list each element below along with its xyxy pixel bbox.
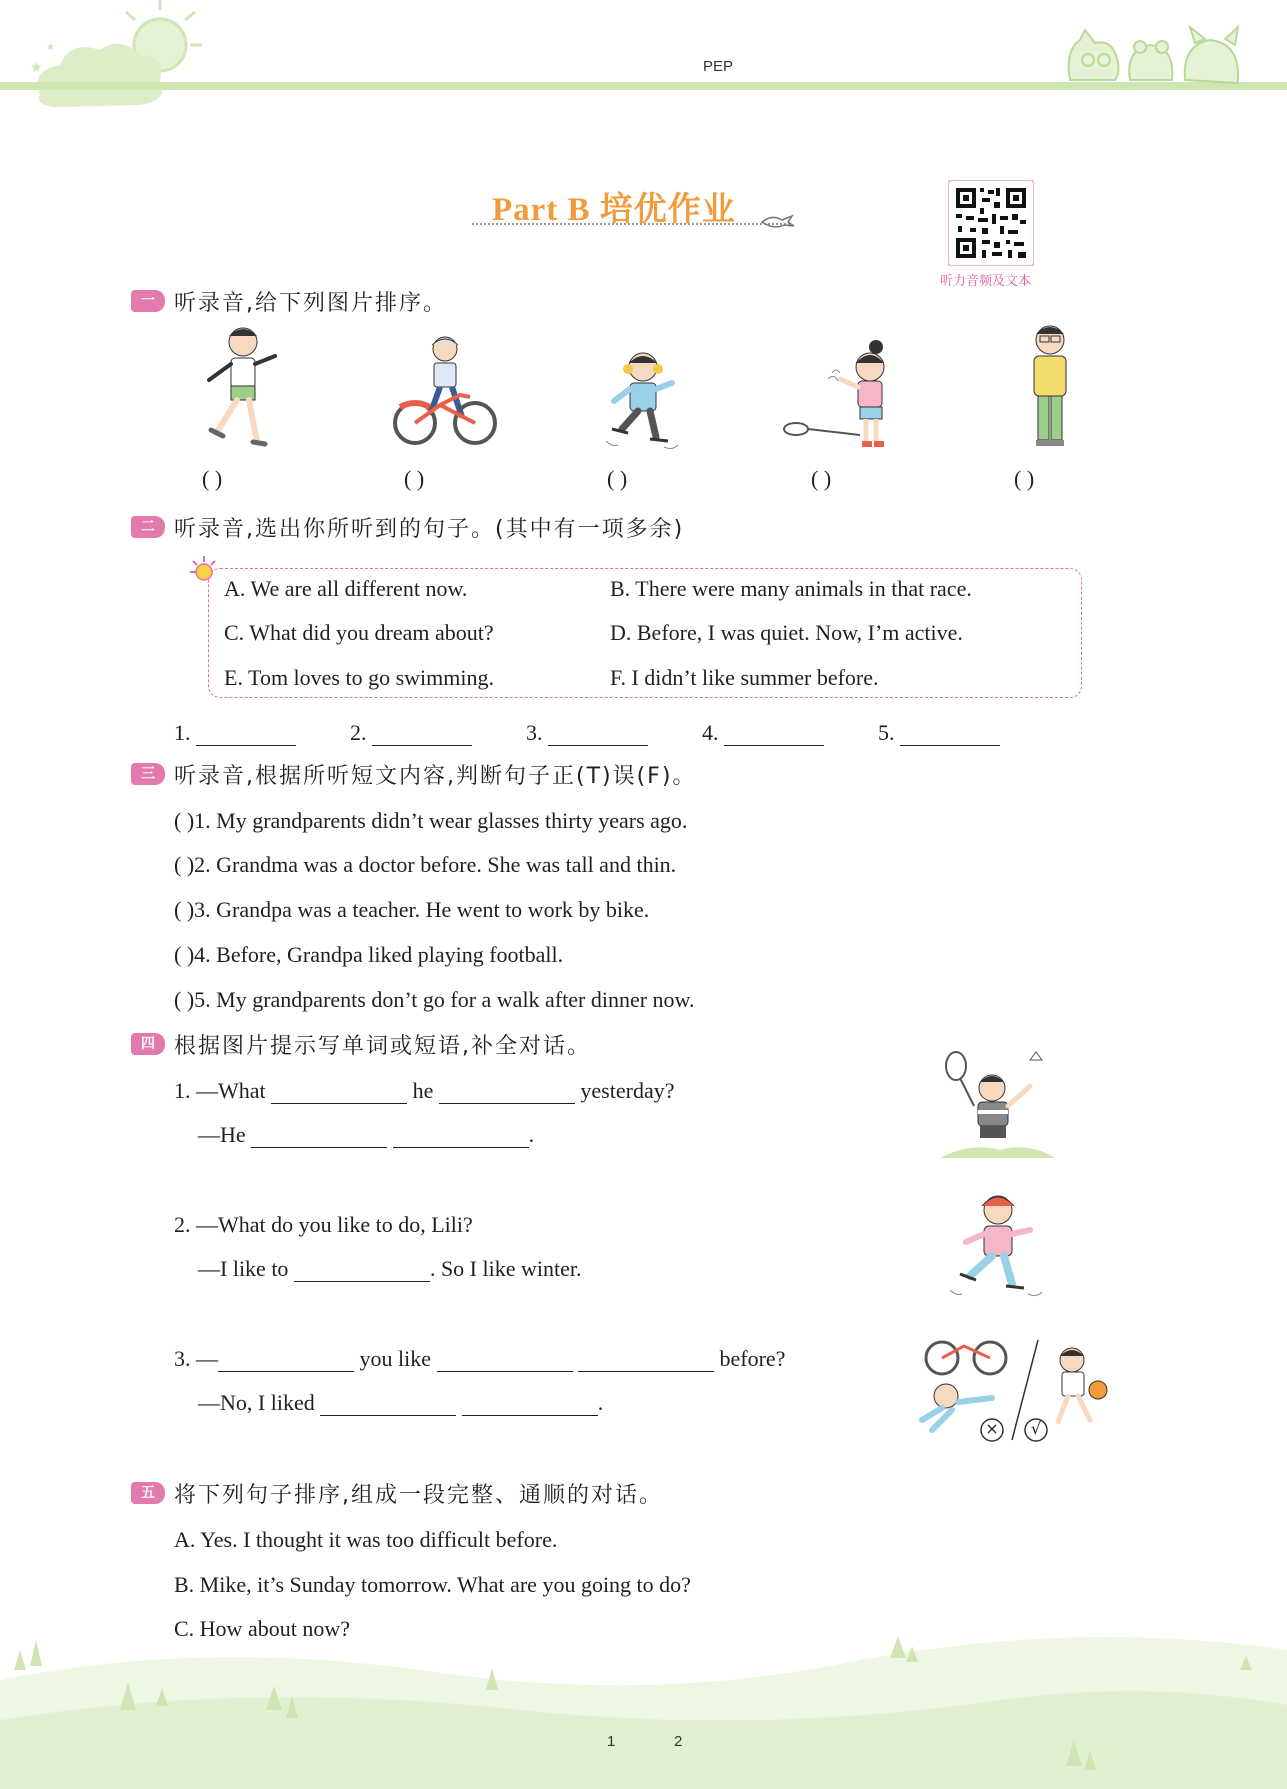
blank-field[interactable]	[578, 1350, 714, 1372]
picture-boy-playing-badminton	[940, 1046, 1055, 1162]
header-label: PEP	[703, 58, 734, 75]
blank-field[interactable]	[320, 1394, 456, 1416]
qr-code-icon[interactable]	[948, 180, 1034, 266]
section-3-title: 听录音,根据所听短文内容,判断句子正(T)误(F)。	[174, 764, 697, 789]
picture-boy-riding-bike	[390, 335, 500, 455]
ordering-item-a: A. Yes. I thought it was too difficult before.	[174, 1527, 558, 1552]
picture-boy-running	[195, 322, 285, 452]
question-2-line-2: —I like to . So I like winter.	[198, 1256, 582, 1281]
section-2-title: 听录音,选出你所听到的句子。(其中有一项多余)	[174, 517, 685, 542]
answer-paren[interactable]: ( )	[1014, 466, 1035, 491]
ordering-item-c: C. How about now?	[174, 1616, 350, 1641]
answer-slot-4[interactable]: 4.	[702, 720, 824, 746]
blank-field[interactable]	[294, 1260, 430, 1282]
blank-field[interactable]	[251, 1126, 387, 1148]
true-false-item-1[interactable]: ( )1. My grandparents didn’t wear glasses thirty years ago.	[174, 808, 688, 833]
page-number-left: 1	[607, 1733, 616, 1750]
svg-text:★: ★	[46, 42, 55, 53]
blank-field[interactable]	[439, 1082, 575, 1104]
section-5-title: 将下列句子排序,组成一段完整、通顺的对话。	[174, 1483, 663, 1508]
true-false-item-2[interactable]: ( )2. Grandma was a doctor before. She was tall and thin.	[174, 852, 677, 877]
option-c: C. What did you dream about?	[224, 620, 494, 645]
picture-bike-vs-basketball	[912, 1330, 1126, 1450]
option-d: D. Before, I was quiet. Now, I’m active.	[610, 620, 963, 645]
picture-girl-with-badminton-racket	[780, 337, 900, 457]
picture-boy-standing	[1020, 318, 1080, 456]
header-sun-cloud-decoration	[0, 0, 220, 115]
answer-slot-1[interactable]: 1.	[174, 720, 296, 746]
option-e: E. Tom loves to go swimming.	[224, 665, 495, 690]
true-false-item-5[interactable]: ( )5. My grandparents don’t go for a walk after dinner now.	[174, 987, 695, 1012]
answer-paren[interactable]: ( )	[404, 466, 425, 491]
question-1-line-1: 1. —What he yesterday?	[174, 1078, 675, 1103]
answer-paren[interactable]: ( )	[202, 466, 223, 491]
picture-boy-ice-skating	[598, 345, 688, 455]
page-number-right: 2	[674, 1733, 683, 1750]
header-animals-decoration	[1060, 25, 1260, 85]
section-1-title: 听录音,给下列图片排序。	[174, 291, 447, 316]
answer-paren[interactable]: ( )	[607, 466, 628, 491]
true-false-item-4[interactable]: ( )4. Before, Grandpa liked playing football.	[174, 942, 564, 967]
blank-field[interactable]	[437, 1350, 573, 1372]
answer-paren[interactable]: ( )	[811, 466, 832, 491]
true-false-item-3[interactable]: ( )3. Grandpa was a teacher. He went to work by bike.	[174, 897, 650, 922]
section-5-badge: 五	[131, 1482, 165, 1504]
option-a: A. We are all different now.	[224, 576, 468, 601]
page-title: Part B 培优作业	[492, 192, 736, 228]
question-1-line-2: —He .	[198, 1122, 535, 1147]
svg-text:★: ★	[30, 61, 43, 76]
question-2-line-1: 2. —What do you like to do, Lili?	[174, 1212, 473, 1237]
blank-field[interactable]	[218, 1350, 354, 1372]
wrong-mark: ×	[985, 1419, 999, 1438]
right-mark: √	[1030, 1419, 1042, 1438]
answer-slot-5[interactable]: 5.	[878, 720, 1000, 746]
section-1-badge: 一	[131, 290, 165, 312]
sun-icon	[186, 554, 222, 590]
blank-field[interactable]	[271, 1082, 407, 1104]
section-2-badge: 二	[131, 516, 165, 538]
bird-icon	[760, 210, 796, 232]
qr-code-label: 听力音频及文本	[940, 274, 1032, 289]
section-4-badge: 四	[131, 1033, 165, 1055]
ordering-item-b: B. Mike, it’s Sunday tomorrow. What are you going to do?	[174, 1572, 691, 1597]
answer-slot-2[interactable]: 2.	[350, 720, 472, 746]
section-4-title: 根据图片提示写单词或短语,补全对话。	[174, 1034, 591, 1059]
option-b: B. There were many animals in that race.	[610, 576, 972, 601]
question-3-line-2: —No, I liked .	[198, 1390, 604, 1415]
section-3-badge: 三	[131, 763, 165, 785]
option-f: F. I didn’t like summer before.	[610, 665, 879, 690]
blank-field[interactable]	[393, 1126, 529, 1148]
question-3-line-1: 3. — you like before?	[174, 1346, 786, 1371]
title-underline	[472, 223, 790, 225]
blank-field[interactable]	[462, 1394, 598, 1416]
picture-girl-ice-skating	[948, 1186, 1048, 1306]
answer-slot-3[interactable]: 3.	[526, 720, 648, 746]
footer-hills-decoration	[0, 1610, 1287, 1789]
